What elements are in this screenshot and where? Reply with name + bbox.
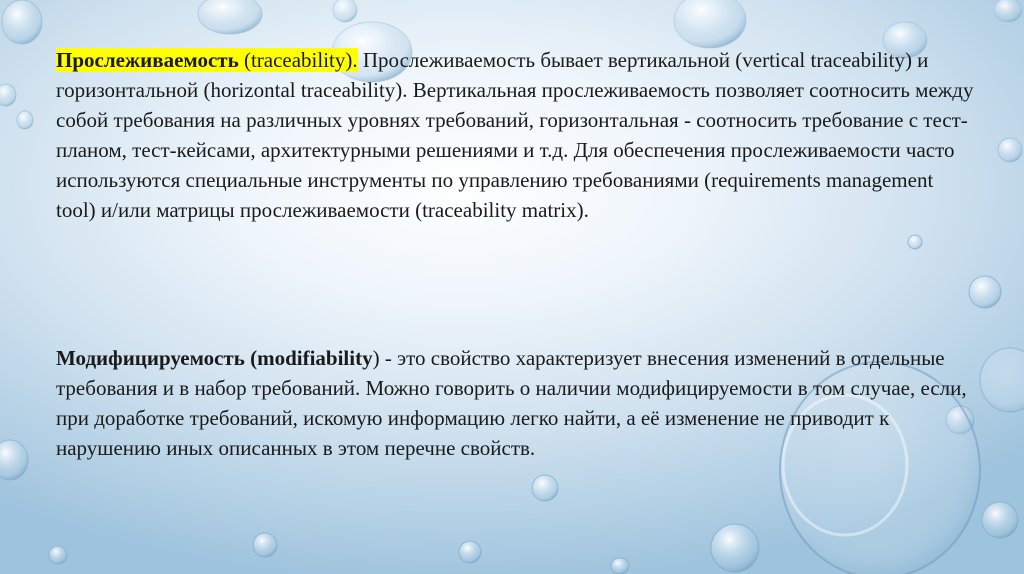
traceability-body: Прослеживаемость бывает вертикальной (vertical traceability) и горизонтальной (horizontal traceability). Вертикальная прослеживаемость позволяет соотносить между собой требования на различных уровнях требований, горизонтальная - соотносить требование с тест-планом, тест-кейсами, архитектурными решениями и т.д. Для обеспечения прослеживаемости часто используются специальные инструменты по управлению требованиями (requirements management tool) и/или матрицы прослеживаемости (traceability matrix). [56,48,974,222]
droplet-icon [49,546,67,564]
droplet-icon [980,348,1024,412]
droplet-icon [998,138,1022,162]
droplet-icon [969,276,1001,308]
droplet-icon [611,558,629,574]
modifiability-paragraph [56,343,986,463]
droplet-icon [253,533,277,557]
droplet-icon [908,235,922,249]
droplet-icon [2,0,42,44]
droplet-icon [674,0,746,48]
traceability-term: Прослеживаемость [56,48,239,72]
traceability-highlight [56,48,358,72]
droplet-icon [198,0,262,34]
droplet-icon [0,84,16,106]
traceability-term-en: (traceability). [238,48,358,72]
droplet-icon [0,440,28,480]
traceability-paragraph [56,45,976,225]
droplet-icon [333,0,357,22]
modifiability-term: Модифицируемость (modifiability [56,346,373,370]
droplet-icon [711,524,759,572]
droplet-icon [459,541,481,563]
droplet-icon [982,502,1018,538]
modifiability-body: ) - это свойство характеризует внесения изменений в отдельные требования и в набор требований. Можно говорить о наличии модифицируемости в том случае, если, при доработке требований, искомую информацию легко найти, а её изменение не приводит к нарушению иных описанных в этом перечне свойств. [56,346,967,460]
droplet-icon [994,0,1022,22]
droplet-icon [532,475,558,501]
droplet-icon [17,111,33,129]
